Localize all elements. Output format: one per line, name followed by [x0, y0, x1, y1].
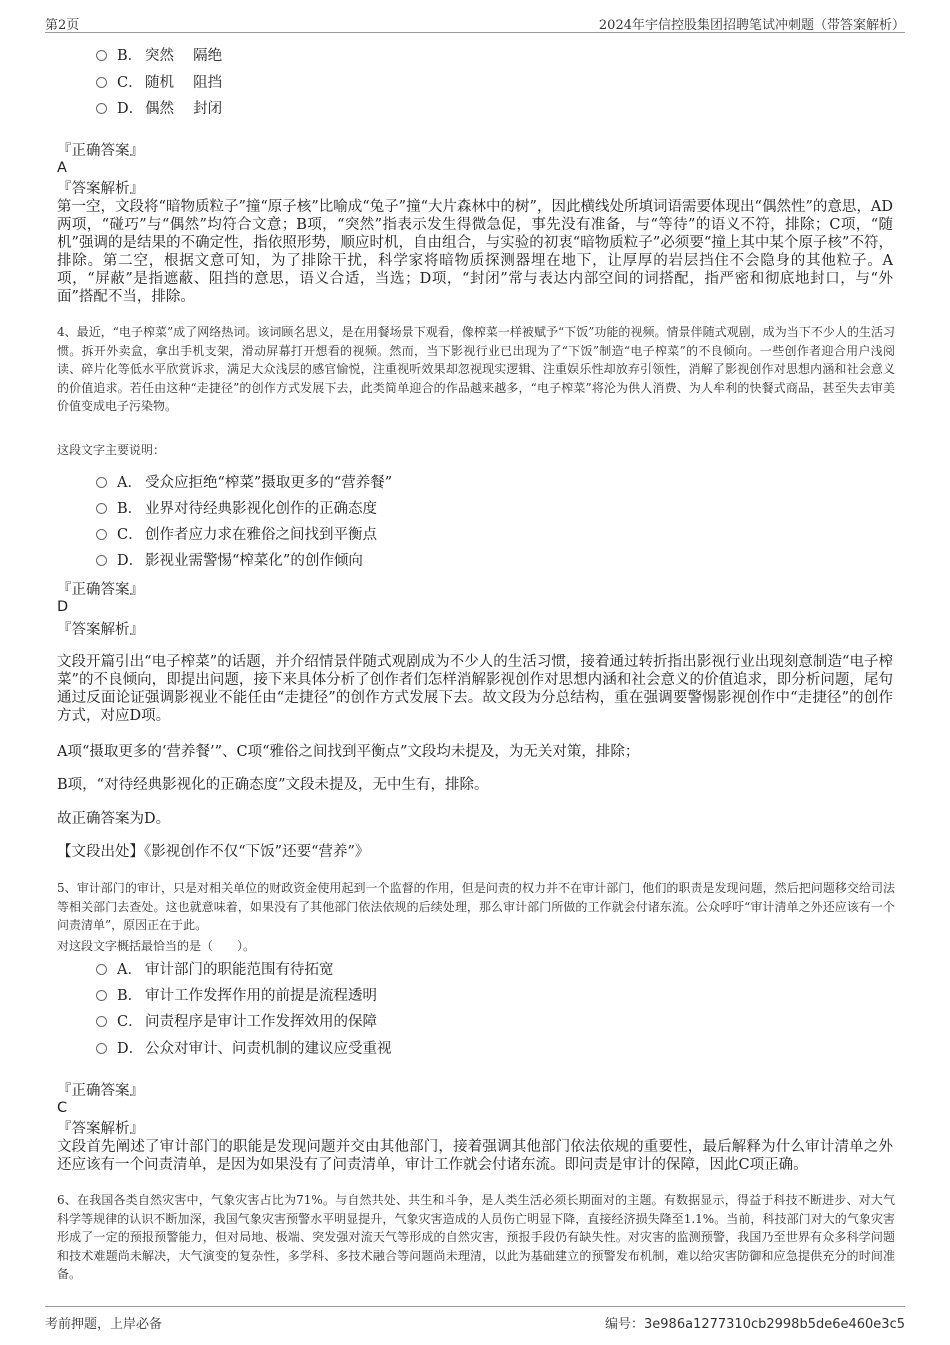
radio-icon[interactable] — [96, 50, 107, 61]
q5-option-d[interactable]: D． 公众对审计、问责机制的建议应受重视 — [96, 1039, 392, 1059]
radio-icon[interactable] — [96, 555, 107, 566]
q4-analysis-conclusion: 故正确答案为D。 — [57, 811, 171, 827]
q5-option-b[interactable]: B． 审计工作发挥作用的前提是流程透明 — [96, 986, 377, 1006]
q3-answer: A — [57, 160, 67, 176]
q5-option-a[interactable]: A． 审计部门的职能范围有待拓宽 — [96, 960, 334, 980]
document-code-value: 3e986a1277310cb2998b5de6e460e3c5 — [644, 1317, 905, 1332]
radio-icon[interactable] — [96, 529, 107, 540]
page-number: 第2页 — [45, 18, 80, 33]
radio-icon[interactable] — [96, 990, 107, 1001]
q4-answer-label: 『正确答案』 — [57, 582, 144, 598]
q5-analysis: 文段首先阐述了审计部门的职能是发现问题并交由其他部门，接着强调其他部门依法依规的重要性，最后解释为什么审计清单之外还应该有一个问责清单，是因为如果没有了问责清单，审计工作就会付诸东流。即问责是审计的保障，因此C项正确。 — [57, 1139, 893, 1173]
q4-option-a[interactable]: A． 受众应拒绝“榨菜”摄取更多的“营养餐” — [96, 473, 392, 493]
radio-icon[interactable] — [96, 503, 107, 514]
footer-divider — [45, 1306, 905, 1307]
q3-option-d[interactable]: D． 偶然 封闭 — [96, 99, 222, 119]
footer-slogan: 考前押题，上岸必备 — [45, 1317, 163, 1332]
q5-question-text: 5、审计部门的审计，只是对相关单位的财政资金使用起到一个监督的作用，但是问责的权力并不在审计部门，他们的职责是发现问题，然后把问题移交给司法等相关部门去查处。这也就意味着，如果没有了其他部门依法依规的后续处理，那么审计部门所做的工作就会付诸东流。公众呼吁“审计清单之外还应该有一个问责清单”，原因正在于此。 — [57, 881, 895, 932]
document-title: 2024年宇信控股集团招聘笔试冲刺题（带答案解析） — [598, 18, 905, 33]
q5-option-c[interactable]: C． 问责程序是审计工作发挥效用的保障 — [96, 1012, 377, 1032]
q6-question-text: 6、在我国各类自然灾害中，气象灾害占比为71%。与自然共处、共生和斗争，是人类生活必须长期面对的主题。有数据显示，得益于科技不断进步、对大气科学等规律的认识不断加深，我国气象灾害预警水平明显提升，气象灾害造成的人员伤亡明显下降，直接经济损失降至1.1%。当前，科技部门对大的气象灾害形成了一定的预报预警能力，但对局地、极端、突发强对流天气等形成的自然灾害，预报手段仍有缺失性。对灾害的监测预警，我国乃至世界有众多科学问题和技术难题尚未解决，大气演变的复杂性，多学科、多技术融合等问题尚未理清，以此为基础建立的预警发布机制，难以给灾害防御和应急提供充分的时间准备。 — [57, 1193, 895, 1281]
q4-answer: D — [57, 599, 69, 615]
q3-analysis-label: 『答案解析』 — [57, 181, 144, 197]
q3-answer-label: 『正确答案』 — [57, 143, 144, 159]
radio-icon[interactable] — [96, 1043, 107, 1054]
q4-prompt: 这段文字主要说明： — [57, 443, 166, 457]
q3-analysis: 第一空，文段将“暗物质粒子”撞“原子核”比喻成“兔子”撞“大片森林中的树”，因此横线处所填词语需要体现出“偶然性”的意思，AD两项，“碰巧”与“偶然”均符合文意；B项，“突然”指表示发生得微急促，事先没有准备，与“等待”的语义不符，排除；C项，“随机”强调的是结果的不确定性，指依照形势，顺应时机，自由组合，与实验的初衷“暗物质粒子”必须要“撞上其中某个原子核”不符，排除。第二空，根据文意可知，为了排除干扰，科学家将暗物质探测器埋在地下，让厚厚的岩层挡住不会隐身的其他粒子。A项，“屏蔽”是指遮蔽、阻挡的意思，语义合适，当选；D项，“封闭”常与表达内部空间的词搭配，指严密和彻底地封口，与“外面”搭配不当，排除。 — [57, 199, 893, 305]
q5-prompt: 对这段文字概括最恰当的是（ ）。 — [57, 939, 256, 953]
q3-option-b[interactable]: B． 突然 隔绝 — [96, 46, 222, 66]
radio-icon[interactable] — [96, 477, 107, 488]
radio-icon[interactable] — [96, 1016, 107, 1027]
q4-question-text: 4、最近，“电子榨菜”成了网络热词。该词顾名思义，是在用餐场景下观看，像榨菜一样被赋予“下饭”功能的视频。情景伴随式观剧，成为当下不少人的生活习惯。拆开外卖盒，拿出手机支架，滑动屏幕打开想看的视频。然而，当下影视行业已出现为了“下饭”制造“电子榨菜”的不良倾向。一些创作者迎合用户浅阅读、碎片化等低水平欣赏诉求，满足大众浅层的感官愉悦，注重视听效果却忽视现实逻辑、注重娱乐性却放弃引领性，消解了影视创作对思想内涵和社会意义的价值追求。若任由这种“走捷径”的创作方式发展下去，此类简单迎合的作品越来越多，“电子榨菜”将沦为供人消费、为人牟利的快餐式商品，甚至失去审美价值变成电子污染物。 — [57, 325, 895, 413]
q4-option-b[interactable]: B． 业界对待经典影视化创作的正确态度 — [96, 499, 377, 519]
q4-analysis-label: 『答案解析』 — [57, 622, 144, 638]
radio-icon[interactable] — [96, 103, 107, 114]
q5-answer-label: 『正确答案』 — [57, 1083, 144, 1099]
document-code-label: 编号： — [605, 1317, 645, 1332]
radio-icon[interactable] — [96, 964, 107, 975]
q3-option-c[interactable]: C． 随机 阻挡 — [96, 73, 222, 93]
q4-analysis-paragraph-2: A项“摄取更多的‘营养餐’”、C项“雅俗之间找到平衡点”文段均未提及，为无关对策，排除； — [57, 744, 640, 760]
header-divider — [45, 32, 905, 33]
q5-answer: C — [57, 1100, 68, 1116]
radio-icon[interactable] — [96, 77, 107, 88]
q4-analysis-paragraph-3: B项，“对待经典影视化的正确态度”文段未提及，无中生有，排除。 — [57, 777, 489, 793]
q4-source: 【文段出处】《影视创作不仅“下饭”还要“营养”》 — [57, 844, 370, 860]
q4-analysis-paragraph-1: 文段开篇引出“电子榨菜”的话题，并介绍情景伴随式观剧成为不少人的生活习惯，接着通过转折指出影视行业出现刻意制造“电子榨菜”的不良倾向，即提出问题，接下来具体分析了创作者们怎样消解影视创作对思想内涵和社会意义的价值追求，即分析问题，尾句通过反面论证强调影视业不能任由“走捷径”的创作方式发展下去。故文段为分总结构，重在强调要警惕影视创作中“走捷径”的创作方式，对应D项。 — [57, 654, 893, 724]
q4-option-d[interactable]: D． 影视业需警惕“榨菜化”的创作倾向 — [96, 551, 363, 571]
document-code — [605, 1313, 905, 1332]
q4-option-c[interactable]: C． 创作者应力求在雅俗之间找到平衡点 — [96, 525, 377, 545]
q5-analysis-label: 『答案解析』 — [57, 1121, 144, 1137]
